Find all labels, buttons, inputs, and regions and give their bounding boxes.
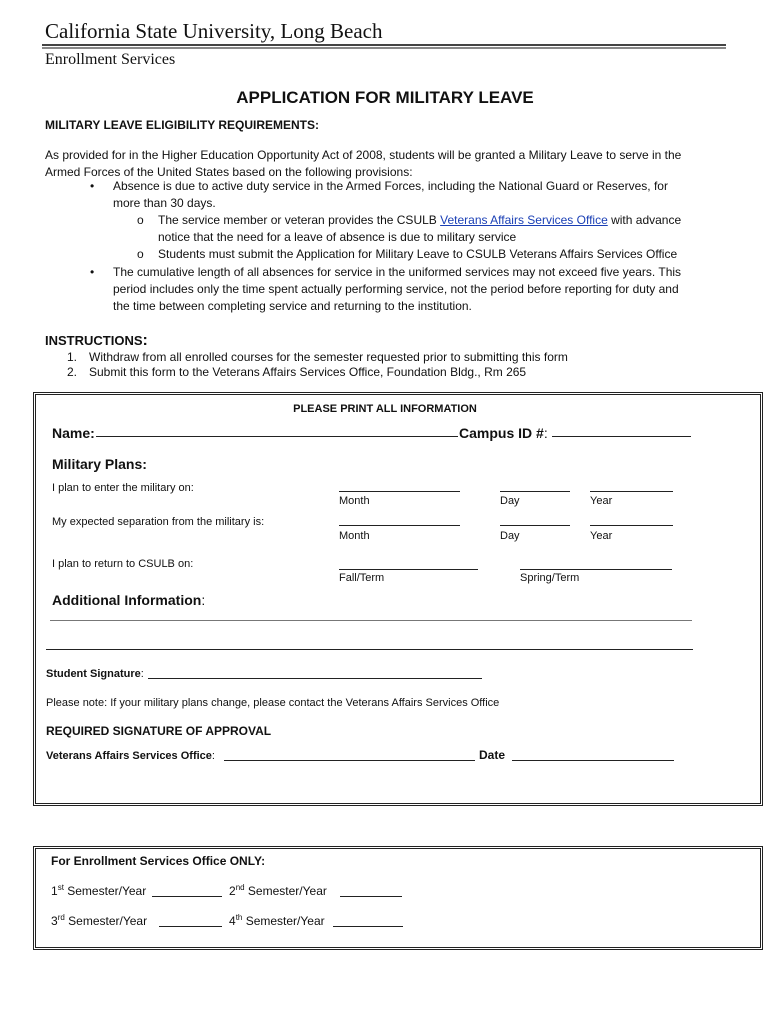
date-label: Date bbox=[479, 748, 506, 762]
semester-4-label: 4th Semester/Year bbox=[229, 913, 325, 928]
department-name: Enrollment Services bbox=[45, 51, 176, 68]
office-use-heading: For Enrollment Services Office ONLY: bbox=[51, 854, 266, 868]
vaso-signature-label: Veterans Affairs Services Office: bbox=[46, 750, 215, 762]
enter-month-field[interactable] bbox=[339, 491, 460, 492]
return-spring-term-field[interactable] bbox=[520, 569, 672, 570]
instructions-heading: INSTRUCTIONS: bbox=[45, 332, 148, 349]
veterans-affairs-link[interactable]: Veterans Affairs Services Office bbox=[440, 213, 608, 227]
semester-1-label: 1st Semester/Year bbox=[51, 883, 147, 898]
enter-day-field[interactable] bbox=[500, 491, 570, 492]
fall-term-caption: Fall/Term bbox=[339, 572, 385, 584]
month-caption: Month bbox=[339, 530, 370, 542]
month-caption: Month bbox=[339, 495, 370, 507]
instruction-item: 2. Submit this form to the Veterans Affairs Services Office, Foundation Bldg., Rm 265 bbox=[67, 365, 527, 379]
separation-label: My expected separation from the military is: bbox=[52, 516, 265, 528]
separation-month-field[interactable] bbox=[339, 525, 460, 526]
year-caption: Year bbox=[590, 495, 613, 507]
university-name: California State University, Long Beach bbox=[45, 19, 383, 43]
name-field[interactable] bbox=[96, 436, 458, 437]
instruction-item: 1. Withdraw from all enrolled courses for the semester requested prior to submitting this form bbox=[67, 350, 568, 364]
header-rule-secondary bbox=[42, 47, 726, 49]
print-notice: PLEASE PRINT ALL INFORMATION bbox=[293, 403, 477, 415]
bullet-dot: • bbox=[90, 265, 95, 279]
semester-2-label: 2nd Semester/Year bbox=[229, 883, 327, 898]
military-plans-heading: Military Plans: bbox=[52, 456, 147, 472]
bullet-cumulative-length: The cumulative length of all absences for service in the uniformed services may not exceed five years. This period includes only the time spent actually performing service, not the period before reporting for duty and the time between completing service and returning to the institution. bbox=[113, 265, 682, 313]
sub-bullet-advance-notice: The service member or veteran provides the CSULB Veterans Affairs Services Office with advance notice that the need for a leave of absence is due to military service bbox=[158, 213, 682, 244]
enter-military-label: I plan to enter the military on: bbox=[52, 482, 194, 494]
name-label: Name: bbox=[52, 425, 95, 441]
year-caption: Year bbox=[590, 530, 613, 542]
bullet-dot: • bbox=[90, 179, 95, 193]
sub-bullet-submit-application: Students must submit the Application for Military Leave to CSULB Veterans Affairs Services Office bbox=[158, 247, 678, 261]
additional-info-label: Additional Information: bbox=[52, 592, 206, 608]
additional-info-line-1[interactable] bbox=[50, 620, 692, 621]
student-signature-label: Student Signature: bbox=[46, 668, 144, 680]
eligibility-heading: MILITARY LEAVE ELIGIBILITY REQUIREMENTS: bbox=[45, 118, 320, 132]
additional-info-line-2[interactable] bbox=[46, 649, 693, 650]
campus-id-label: Campus ID #: bbox=[459, 425, 548, 441]
return-fall-term-field[interactable] bbox=[339, 569, 478, 570]
separation-year-field[interactable] bbox=[590, 525, 673, 526]
separation-day-field[interactable] bbox=[500, 525, 570, 526]
enter-year-field[interactable] bbox=[590, 491, 673, 492]
intro-paragraph: As provided for in the Higher Education Opportunity Act of 2008, students will be granted a Military Leave to serve in the Armed Forces of the United States based on the following provisions: bbox=[45, 148, 682, 179]
semester-2-field[interactable] bbox=[340, 896, 402, 897]
semester-3-label: 3rd Semester/Year bbox=[51, 913, 148, 928]
day-caption: Day bbox=[500, 530, 520, 542]
date-field[interactable] bbox=[512, 760, 674, 761]
spring-term-caption: Spring/Term bbox=[520, 572, 580, 584]
day-caption: Day bbox=[500, 495, 520, 507]
semester-3-field[interactable] bbox=[159, 926, 222, 927]
plans-change-note: Please note: If your military plans change, please contact the Veterans Affairs Services Office bbox=[46, 697, 500, 709]
student-signature-field[interactable] bbox=[148, 678, 482, 679]
semester-1-field[interactable] bbox=[152, 896, 222, 897]
semester-4-field[interactable] bbox=[333, 926, 403, 927]
sub-bullet-marker: o bbox=[137, 213, 144, 227]
campus-id-field[interactable] bbox=[552, 436, 691, 437]
return-label: I plan to return to CSULB on: bbox=[52, 558, 194, 570]
form-title: APPLICATION FOR MILITARY LEAVE bbox=[236, 88, 534, 107]
header-rule bbox=[42, 44, 726, 46]
approval-heading: REQUIRED SIGNATURE OF APPROVAL bbox=[46, 724, 272, 738]
sub-bullet-marker: o bbox=[137, 247, 144, 261]
bullet-active-duty: Absence is due to active duty service in the Armed Forces, including the National Guard or Reserves, for more than 30 days. bbox=[113, 179, 668, 210]
vaso-signature-field[interactable] bbox=[224, 760, 475, 761]
